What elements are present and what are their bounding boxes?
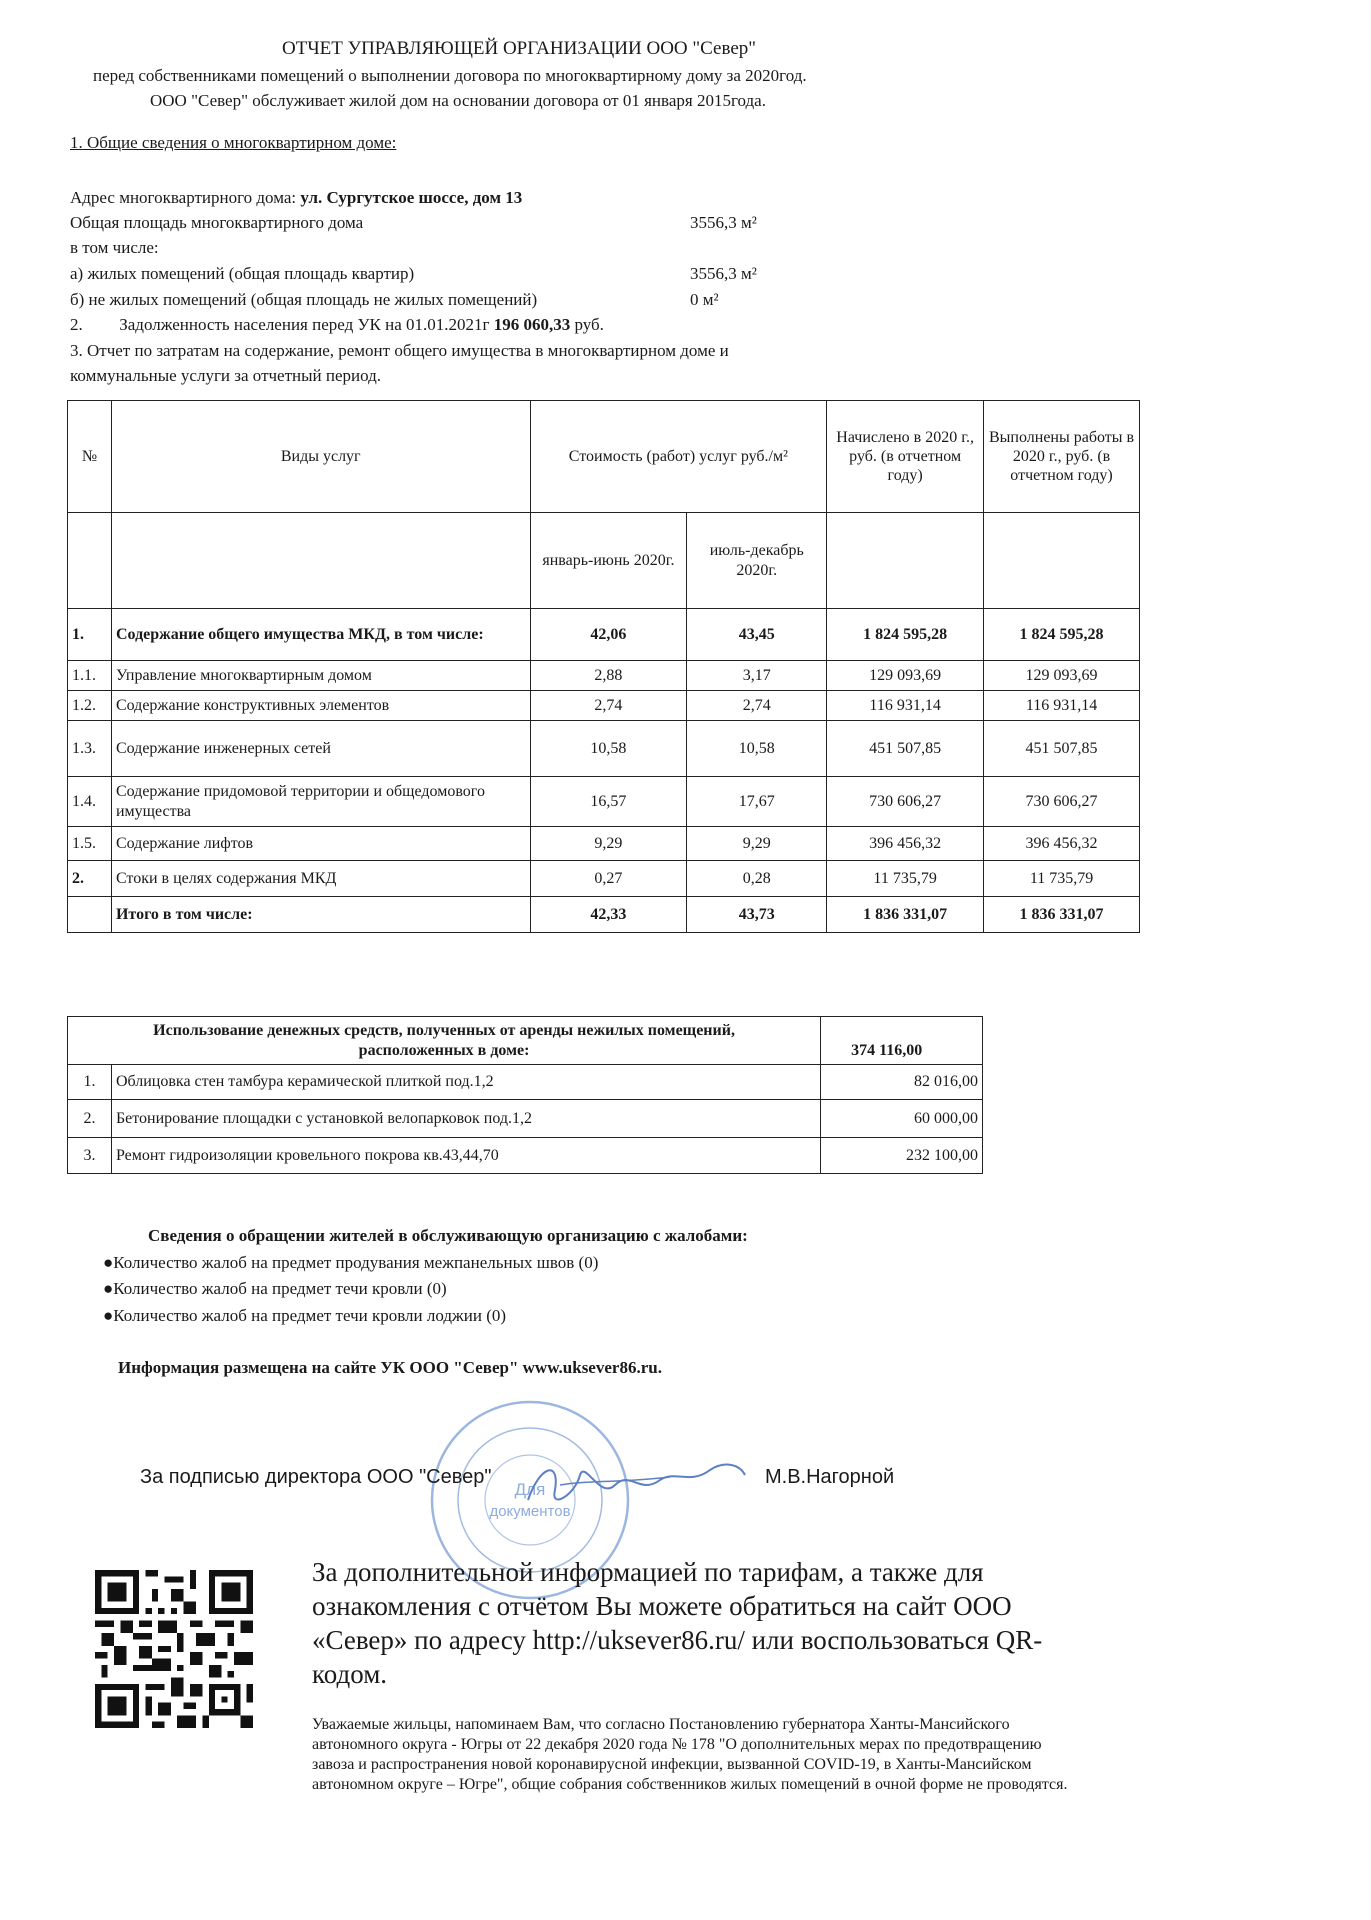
debt-label: Задолженность населения перед УК на 01.01.2021г <box>119 315 494 334</box>
address-value: ул. Сургутское шоссе, дом 13 <box>300 188 523 207</box>
row-number: 1.3. <box>68 721 112 777</box>
footer-info-text: За дополнительной информацией по тарифам, а также для ознакомления с отчётом Вы можете обратиться на сайт ООО «Север» по адресу http://uksever86.ru/ или воспользоваться QR-кодом. <box>312 1557 1043 1689</box>
table-row <box>68 691 1140 721</box>
report-subtitle-1: перед собственниками помещений о выполнении договора по многоквартирному дому за 2020год. <box>93 66 807 85</box>
row-done: 396 456,32 <box>984 827 1140 861</box>
row-number: 1. <box>68 1065 112 1100</box>
living-area-value: 3556,3 м² <box>690 264 757 283</box>
row-cost-jul: 43,45 <box>687 609 827 661</box>
table-row <box>68 827 1140 861</box>
row-work: Бетонирование площадки с установкой велопарковок под.1,2 <box>111 1100 820 1138</box>
report-title: ОТЧЕТ УПРАВЛЯЮЩЕЙ ОРГАНИЗАЦИИ ООО "Север" <box>282 38 757 59</box>
row-cost-jan: 42,33 <box>530 897 687 933</box>
signature-label: За подписью директора ООО "Север" <box>140 1466 492 1488</box>
row-charged: 1 824 595,28 <box>827 609 984 661</box>
living-area-label: а) жилых помещений (общая площадь квартир) <box>70 264 415 283</box>
qr-code-icon[interactable] <box>95 1570 253 1728</box>
report-subtitle-2: ООО "Север" обслуживает жилой дом на основании договора от 01 января 2015года. <box>150 91 766 110</box>
total-area-value: 3556,3 м² <box>690 213 757 232</box>
row-cost-jan: 42,06 <box>530 609 687 661</box>
table-row <box>68 609 1140 661</box>
row-service: Итого в том числе: <box>111 897 530 933</box>
total-area-label: Общая площадь многоквартирного дома <box>70 213 364 232</box>
row-charged: 116 931,14 <box>827 691 984 721</box>
debt-value: 196 060,33 <box>493 315 571 334</box>
row-cost-jul: 3,17 <box>687 661 827 691</box>
row-service: Управление многоквартирным домом <box>111 661 530 691</box>
table-row <box>68 1065 983 1100</box>
row-cost-jul: 10,58 <box>687 721 827 777</box>
header-done: Выполнены работы в 2020 г., руб. (в отчетном году) <box>984 401 1140 513</box>
costs-table <box>67 400 1140 933</box>
row-cost-jan: 16,57 <box>530 777 687 827</box>
row-charged: 1 836 331,07 <box>827 897 984 933</box>
report-line-1: 3. Отчет по затратам на содержание, ремонт общего имущества в многоквартирном доме и <box>70 341 729 360</box>
address-line <box>70 188 522 208</box>
info-site-line: Информация размещена на сайте УК ООО "Север" www.uksever86.ru. <box>118 1358 662 1377</box>
row-cost-jan: 10,58 <box>530 721 687 777</box>
row-service: Содержание конструктивных элементов <box>111 691 530 721</box>
header-jan-jun: январь-июнь 2020г. <box>530 513 687 609</box>
debt-line <box>70 315 604 335</box>
row-done: 451 507,85 <box>984 721 1140 777</box>
signature-scribble <box>520 1455 750 1515</box>
header-jul-dec: июль-декабрь 2020г. <box>687 513 827 609</box>
row-charged: 451 507,85 <box>827 721 984 777</box>
row-number: 3. <box>68 1138 112 1174</box>
rent-usage-title: Использование денежных средств, полученных от аренды нежилых помещений, расположенных в доме: <box>68 1017 821 1065</box>
table-row <box>68 1138 983 1174</box>
row-service: Стоки в целях содержания МКД <box>111 861 530 897</box>
complaint-item: ●Количество жалоб на предмет течи кровли (0) <box>103 1279 447 1298</box>
rent-usage-table <box>67 1016 983 1174</box>
including-label: в том числе: <box>70 238 159 257</box>
table-row <box>68 861 1140 897</box>
general-heading: 1. Общие сведения о многоквартирном доме: <box>70 133 397 152</box>
debt-unit: руб. <box>570 315 604 334</box>
row-cost-jan: 2,88 <box>530 661 687 691</box>
row-done: 116 931,14 <box>984 691 1140 721</box>
row-done: 1 824 595,28 <box>984 609 1140 661</box>
header-cost: Стоимость (работ) услуг руб./м² <box>530 401 827 513</box>
complaint-item: ●Количество жалоб на предмет продувания межпанельных швов (0) <box>103 1253 599 1272</box>
row-number: 1.5. <box>68 827 112 861</box>
row-charged: 730 606,27 <box>827 777 984 827</box>
row-amount: 82 016,00 <box>821 1065 983 1100</box>
row-amount: 60 000,00 <box>821 1100 983 1138</box>
signature-name: М.В.Нагорной <box>765 1466 895 1488</box>
row-service: Содержание общего имущества МКД, в том числе: <box>111 609 530 661</box>
row-cost-jan: 9,29 <box>530 827 687 861</box>
row-number: 1.1. <box>68 661 112 691</box>
address-label: Адрес многоквартирного дома: <box>70 188 301 207</box>
footer-notice-text: Уважаемые жильцы, напоминаем Вам, что согласно Постановлению губернатора Ханты-Мансийского автономного округа - Югры от 22 декабря 2020 года № 178 "О дополнительных мерах по предотвращению завоза и распространения новой коронавирусной инфекции, вызванной COVID-19, в Ханты-Мансийском автономном округе – Югре", общие собрания собственников жилых помещений в очной форме не проводятся. <box>312 1716 1068 1793</box>
nonliving-area-label: б) не жилых помещений (общая площадь не жилых помещений) <box>70 290 538 309</box>
row-number: 1.2. <box>68 691 112 721</box>
complaints-heading: Сведения о обращении жителей в обслуживающую организацию с жалобами: <box>148 1226 748 1245</box>
header-number: № <box>68 401 112 513</box>
row-number <box>68 897 112 933</box>
row-work: Облицовка стен тамбура керамической плиткой под.1,2 <box>111 1065 820 1100</box>
row-cost-jul: 43,73 <box>687 897 827 933</box>
stamp-text-bottom: документов <box>489 1503 571 1520</box>
row-done: 730 606,27 <box>984 777 1140 827</box>
table-row <box>68 1100 983 1138</box>
table-row <box>68 721 1140 777</box>
row-done: 1 836 331,07 <box>984 897 1140 933</box>
row-number: 1. <box>68 609 112 661</box>
row-cost-jul: 2,74 <box>687 691 827 721</box>
row-number: 1.4. <box>68 777 112 827</box>
row-cost-jul: 0,28 <box>687 861 827 897</box>
header-charged: Начислено в 2020 г., руб. (в отчетном году) <box>827 401 984 513</box>
row-charged: 11 735,79 <box>827 861 984 897</box>
row-cost-jan: 0,27 <box>530 861 687 897</box>
row-service: Содержание придомовой территории и общедомового имущества <box>111 777 530 827</box>
table-row <box>68 661 1140 691</box>
row-service: Содержание лифтов <box>111 827 530 861</box>
report-line-2: коммунальные услуги за отчетный период. <box>70 366 382 385</box>
row-done: 11 735,79 <box>984 861 1140 897</box>
header-service: Виды услуг <box>111 401 530 513</box>
row-done: 129 093,69 <box>984 661 1140 691</box>
row-amount: 232 100,00 <box>821 1138 983 1174</box>
table-total-row <box>68 897 1140 933</box>
debt-number: 2. <box>70 315 83 334</box>
row-charged: 396 456,32 <box>827 827 984 861</box>
row-number: 2. <box>68 1100 112 1138</box>
complaint-item: ●Количество жалоб на предмет течи кровли лоджии (0) <box>103 1306 507 1325</box>
row-number: 2. <box>68 861 112 897</box>
row-cost-jan: 2,74 <box>530 691 687 721</box>
rent-usage-total: 374 116,00 <box>821 1017 983 1065</box>
nonliving-area-value: 0 м² <box>690 290 719 309</box>
row-cost-jul: 17,67 <box>687 777 827 827</box>
table-row <box>68 777 1140 827</box>
row-service: Содержание инженерных сетей <box>111 721 530 777</box>
stamp-text-top: Для <box>514 1480 546 1499</box>
row-work: Ремонт гидроизоляции кровельного покрова кв.43,44,70 <box>111 1138 820 1174</box>
row-cost-jul: 9,29 <box>687 827 827 861</box>
row-charged: 129 093,69 <box>827 661 984 691</box>
